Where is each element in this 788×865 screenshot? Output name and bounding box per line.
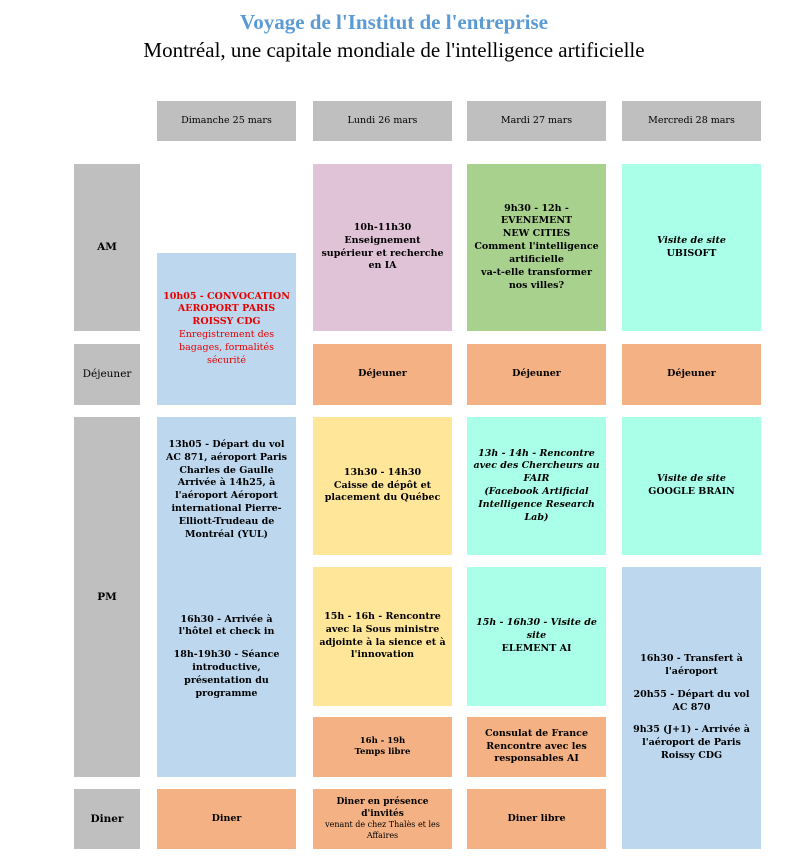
lundi-dejeuner: Déjeuner xyxy=(313,344,452,405)
mercredi-pm1: Visite de site GOOGLE BRAIN xyxy=(622,417,761,555)
lundi-am: 10h-11h30 Enseignement supérieur et recherche en IA xyxy=(313,164,452,331)
row-label-diner: Diner xyxy=(74,789,140,849)
row-label-pm: PM xyxy=(74,417,140,777)
header-mercredi: Mercredi 28 mars xyxy=(622,101,761,141)
mardi-pm1: 13h - 14h - Rencontre avec des Chercheurs au FAIR (Facebook Artificial Intelligence Research Lab) xyxy=(467,417,606,555)
mardi-pm3: Consulat de France Rencontre avec les responsables AI xyxy=(467,717,606,777)
lundi-pm1: 13h30 - 14h30 Caisse de dépôt et placement du Québec xyxy=(313,417,452,555)
mercredi-dejeuner: Déjeuner xyxy=(622,344,761,405)
row-label-dejeuner: Déjeuner xyxy=(74,344,140,405)
mercredi-pm2: 16h30 - Transfert à l'aéroport 20h55 - Départ du vol AC 870 9h35 (J+1) - Arrivée à l'aéroport de Paris Roissy CDG xyxy=(622,567,761,849)
mardi-pm2: 15h - 16h30 - Visite de site ELEMENT AI xyxy=(467,567,606,706)
lundi-pm3: 16h - 19h Temps libre xyxy=(313,717,452,777)
lundi-pm2: 15h - 16h - Rencontre avec la Sous ministre adjointe à la sience et à l'innovation xyxy=(313,567,452,706)
dimanche-pm: 13h05 - Départ du vol AC 871, aéroport Paris Charles de Gaulle Arrivée à 14h25, à l'aéroport Aéroport international Pierre-Elliott-Trudeau de Montréal (YUL) 16h30 - Arrivée à l'hôtel et check in 18h-19h30 - Séance introductive, présentation du programme xyxy=(157,417,296,777)
header-dimanche: Dimanche 25 mars xyxy=(157,101,296,141)
row-label-am: AM xyxy=(74,164,140,331)
page-title: Voyage de l'Institut de l'entreprise xyxy=(240,10,548,34)
mardi-diner: Diner libre xyxy=(467,789,606,849)
page-subtitle: Montréal, une capitale mondiale de l'intelligence artificielle xyxy=(143,38,645,62)
header-mardi: Mardi 27 mars xyxy=(467,101,606,141)
dimanche-convocation: 10h05 - CONVOCATION AEROPORT PARIS ROISSY CDG Enregistrement des bagages, formalités sécurité xyxy=(157,253,296,405)
mardi-am: 9h30 - 12h - EVENEMENT NEW CITIES Comment l'intelligence artificielle va-t-elle transformer nos villes? xyxy=(467,164,606,331)
lundi-diner: Diner en présence d'invités venant de chez Thalès et les Affaires xyxy=(313,789,452,849)
mercredi-am: Visite de site UBISOFT xyxy=(622,164,761,331)
mardi-dejeuner: Déjeuner xyxy=(467,344,606,405)
dimanche-diner: Diner xyxy=(157,789,296,849)
header-lundi: Lundi 26 mars xyxy=(313,101,452,141)
